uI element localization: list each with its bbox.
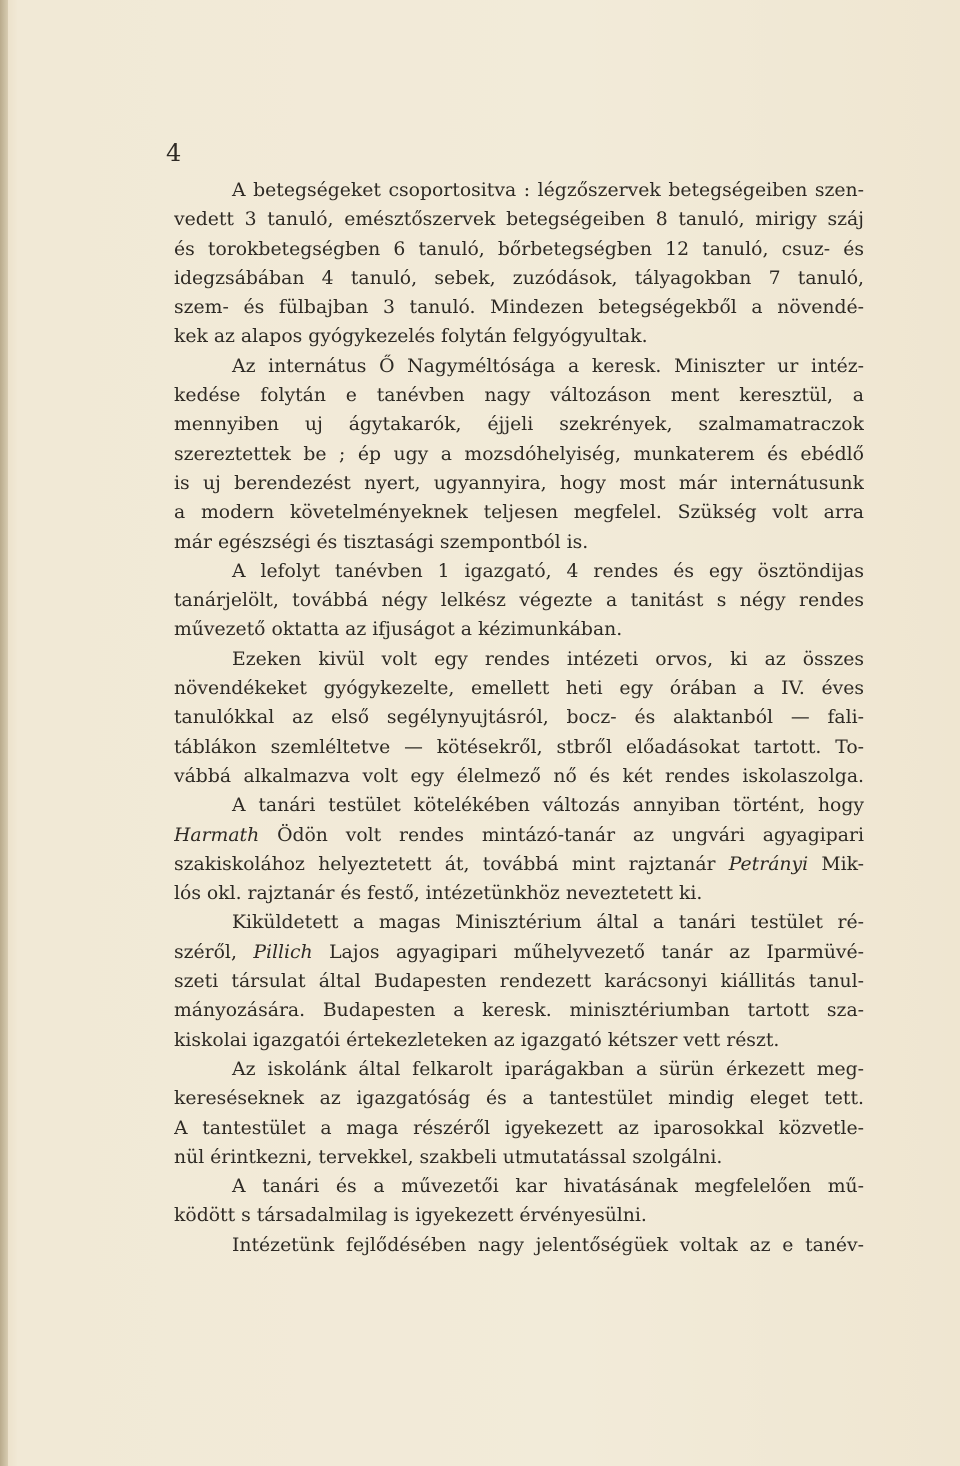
italic-name: Pillich bbox=[253, 941, 313, 963]
text-line: Az internátus Ő Nagyméltósága a keresk. Miniszter ur intéz- bbox=[232, 355, 864, 377]
page-number: 4 bbox=[166, 139, 182, 167]
text-line: táblákon szemléltetve — kötésekről, stbről előadásokat tartott. To- bbox=[174, 736, 864, 758]
text-line: kereséseknek az igazgatóság és a tantestület mindig eleget tett. bbox=[174, 1088, 864, 1110]
text-line: mennyiben uj ágytakarók, éjjeli szekrények, szalmamatraczok bbox=[174, 414, 864, 436]
text-line: Harmath Ödön volt rendes mintázó-tanár az ungvári agyagipari bbox=[174, 824, 864, 846]
text-line: vábbá alkalmazva volt egy élelmező nő és két rendes iskolaszolga. bbox=[174, 765, 864, 787]
text-line: tanulókkal az első segélynyujtásról, bocz- és alaktanból — fali- bbox=[174, 707, 864, 729]
text-line: Ezeken kivül volt egy rendes intézeti orvos, ki az összes bbox=[232, 648, 864, 670]
italic-name: Harmath bbox=[174, 824, 260, 846]
italic-name: Petrányi bbox=[728, 853, 809, 875]
text-line: művezető oktatta az ifjuságot a kézimunkában. bbox=[174, 619, 623, 641]
text-line: széről, Pillich Lajos agyagipari műhelyvezető tanár az Iparmüvé- bbox=[174, 941, 864, 963]
text-line: idegzsábában 4 tanuló, sebek, zuzódások, tályagokban 7 tanuló, bbox=[174, 267, 864, 289]
text-line: növendékeket gyógykezelte, emellett heti egy órában a IV. éves bbox=[174, 678, 864, 700]
text-line: kiskolai igazgatói értekezleteken az igazgató kétszer vett részt. bbox=[174, 1029, 780, 1051]
text-line: A lefolyt tanévben 1 igazgató, 4 rendes és egy ösztöndijas bbox=[232, 560, 864, 582]
text-line: A tanári testület kötelékében változás annyiban történt, hogy bbox=[232, 795, 864, 817]
text-line: tanárjelölt, továbbá négy lelkész végezte a tanitást s négy rendes bbox=[174, 590, 864, 612]
text-line: lós okl. rajztanár és festő, intézetünkhöz neveztetett ki. bbox=[174, 883, 703, 905]
text-line: a modern követelményeknek teljesen megfelel. Szükség volt arra bbox=[174, 502, 864, 524]
text-line: ködött s társadalmilag is igyekezett érvényesülni. bbox=[174, 1205, 647, 1227]
body-text bbox=[174, 176, 864, 1260]
text-line: szeti társulat által Budapesten rendezett karácsonyi kiállitás tanul- bbox=[174, 971, 864, 993]
text-line: szereztettek be ; ép ugy a mozsdóhelyiség, munkaterem és ebédlő bbox=[174, 443, 864, 465]
text-line: és torokbetegségben 6 tanuló, bőrbetegségben 12 tanuló, csuz- és bbox=[174, 238, 864, 260]
text-line: nül érintkezni, tervekkel, szakbeli utmutatással szolgálni. bbox=[174, 1146, 723, 1168]
text-line: A tanári és a művezetői kar hivatásának megfelelően mű- bbox=[232, 1176, 864, 1198]
text-line: szem- és fülbajban 3 tanuló. Mindezen betegségekből a növendé- bbox=[174, 297, 864, 319]
text-line: Az iskolánk által felkarolt iparágakban a sürün érkezett meg- bbox=[232, 1058, 864, 1080]
text-line: A betegségeket csoportositva : légzőszervek betegségeiben szen- bbox=[232, 180, 864, 201]
page-spine-edge bbox=[0, 0, 8, 1466]
text-line: Intézetünk fejlődésében nagy jelentőségüek voltak az e tanév- bbox=[232, 1234, 864, 1256]
text-line: szakiskolához helyeztetett át, továbbá mint rajztanár Petrányi Mik- bbox=[174, 853, 864, 875]
text-line: mányozására. Budapesten a keresk. minisztériumban tartott sza- bbox=[174, 1000, 864, 1022]
text-line: vedett 3 tanuló, emésztőszervek betegségeiben 8 tanuló, mirigy száj bbox=[174, 209, 864, 231]
text-line: kedése folytán e tanévben nagy változáson ment keresztül, a bbox=[174, 385, 864, 407]
text-line: Kiküldetett a magas Minisztérium által a tanári testület ré- bbox=[232, 912, 864, 934]
text-line: kek az alapos gyógykezelés folytán felgyógyultak. bbox=[174, 326, 648, 348]
text-line: is uj berendezést nyert, ugyannyira, hogy most már internátusunk bbox=[174, 472, 864, 494]
text-line: A tantestület a maga részéről igyekezett az iparosokkal közvetle- bbox=[174, 1117, 864, 1139]
text-line: már egészségi és tisztasági szempontból is. bbox=[174, 531, 589, 553]
